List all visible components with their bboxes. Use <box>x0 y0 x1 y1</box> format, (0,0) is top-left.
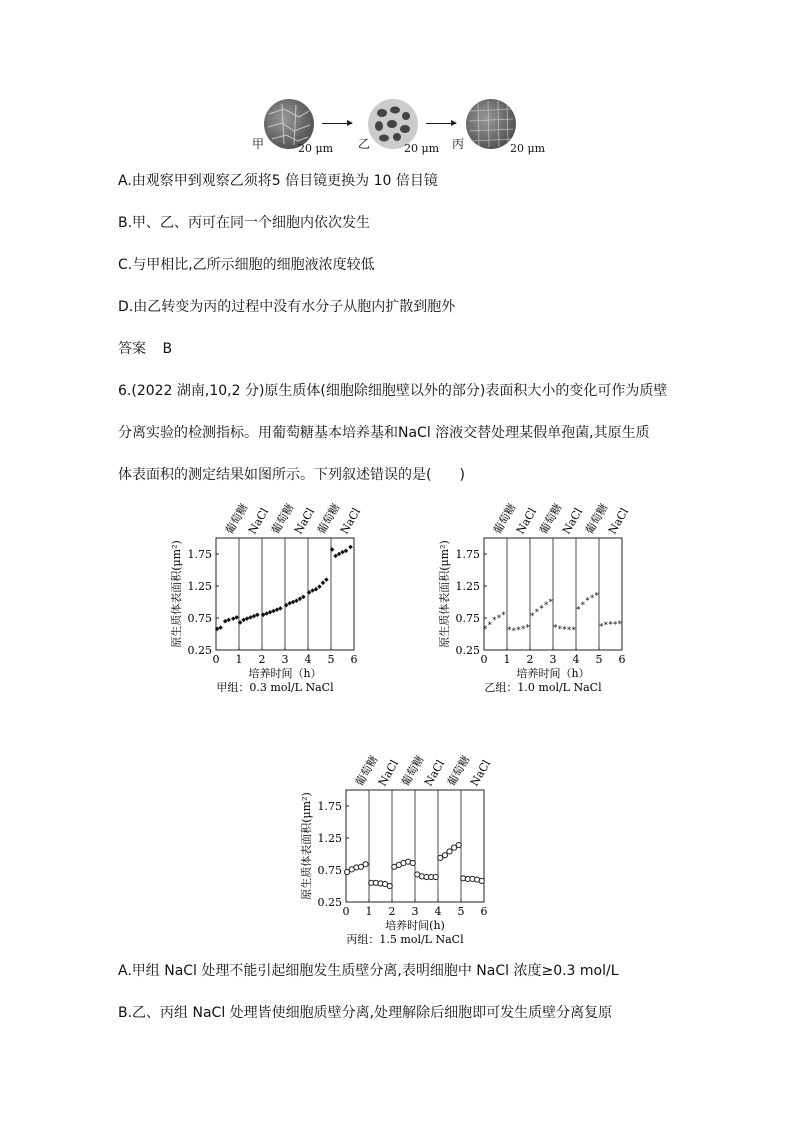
treatment-label: NaCl <box>605 505 632 537</box>
data-point <box>317 584 322 589</box>
y-axis-label: 原生质体表面积(μm²) <box>300 792 313 900</box>
data-point <box>330 547 335 552</box>
scale-bar-2: 20 μm <box>404 142 440 155</box>
data-point: * <box>613 620 618 630</box>
option-q5-b: B.甲、乙、丙可在同一个细胞内依次发生 <box>118 215 371 231</box>
x-axis-label: 培养时间（h） <box>516 667 590 680</box>
data-point <box>456 842 461 847</box>
data-point: * <box>567 626 572 636</box>
scale-bar-1: 20 μm <box>298 142 334 155</box>
chart-yi <box>434 490 644 700</box>
data-point: * <box>585 596 590 606</box>
treatment-label: 葡萄糖 <box>444 753 473 789</box>
data-point: * <box>483 624 488 634</box>
y-tick-label: 1.75 <box>455 548 480 561</box>
micrograph-figure <box>246 95 566 160</box>
data-point: * <box>511 626 516 636</box>
arrow-1 <box>322 123 352 124</box>
data-point: * <box>492 615 497 625</box>
answer-label: 答案 <box>118 341 146 357</box>
x-tick-label: 4 <box>304 653 312 666</box>
x-tick-label: 6 <box>480 905 488 918</box>
chart-bing <box>296 742 506 952</box>
x-tick-label: 2 <box>258 653 266 666</box>
scale-bar-3: 20 μm <box>510 142 546 155</box>
data-point <box>447 849 452 854</box>
option-q5-a: A.由观察甲到观察乙须将5 倍目镜更换为 10 倍目镜 <box>118 173 438 189</box>
treatment-label: 葡萄糖 <box>582 501 611 537</box>
treatment-label: 葡萄糖 <box>314 501 343 537</box>
x-tick-label: 2 <box>526 653 534 666</box>
x-tick-label: 3 <box>549 653 557 666</box>
option-q5-c: C.与甲相比,乙所示细胞的细胞液浓度较低 <box>118 257 375 273</box>
data-point: * <box>590 594 595 604</box>
y-axis-label: 原生质体表面积(μm²) <box>438 540 451 648</box>
data-point <box>433 874 438 879</box>
x-tick-label: 0 <box>212 653 220 666</box>
y-tick-label: 0.25 <box>317 896 342 909</box>
data-point: * <box>487 621 492 631</box>
data-point <box>363 862 368 867</box>
treatment-label: 葡萄糖 <box>268 501 297 537</box>
y-tick-label: 1.25 <box>187 580 212 593</box>
data-point: * <box>501 610 506 620</box>
answer-line <box>118 338 172 358</box>
x-tick-label: 6 <box>350 653 358 666</box>
data-point <box>348 545 353 550</box>
x-tick-label: 5 <box>457 905 465 918</box>
treatment-label: 葡萄糖 <box>536 501 565 537</box>
x-axis-label: 培养时间(h) <box>385 919 445 932</box>
x-axis-label: 培养时间（h） <box>248 667 322 680</box>
label-jia: 甲 <box>252 137 265 151</box>
y-tick-label: 0.25 <box>187 644 212 657</box>
y-tick-label: 0.25 <box>455 644 480 657</box>
y-tick-label: 0.75 <box>455 612 480 625</box>
data-point: * <box>525 623 530 633</box>
x-tick-label: 5 <box>327 653 335 666</box>
treatment-label: NaCl <box>559 505 586 537</box>
label-bing: 丙 <box>452 137 465 151</box>
x-tick-label: 3 <box>281 653 289 666</box>
x-tick-label: 4 <box>434 905 442 918</box>
data-point: * <box>516 626 521 636</box>
data-point: * <box>594 591 599 601</box>
y-tick-label: 0.75 <box>317 864 342 877</box>
treatment-label: NaCl <box>467 757 494 789</box>
arrow-2 <box>426 123 456 124</box>
y-tick-label: 1.75 <box>187 548 212 561</box>
question6-line2: 分离实验的检测指标。用葡萄糖基本培养基和NaCl 溶液交替处理某假单孢菌,其原生质 <box>118 425 650 441</box>
option-q6-a: A.甲组 NaCl 处理不能引起细胞发生质壁分离,表明细胞中 NaCl 浓度≥0.3 mol/L <box>118 963 619 979</box>
y-tick-label: 1.25 <box>455 580 480 593</box>
chart-title: 乙组：1.0 mol/L NaCl <box>484 681 602 694</box>
y-tick-label: 0.75 <box>187 612 212 625</box>
data-point <box>442 853 447 858</box>
option-q5-d: D.由乙转变为丙的过程中没有水分子从胞内扩散到胞外 <box>118 299 456 315</box>
data-point <box>238 620 243 625</box>
data-point: * <box>544 601 549 611</box>
treatment-label: NaCl <box>291 505 318 537</box>
treatment-label: NaCl <box>421 757 448 789</box>
x-tick-label: 5 <box>595 653 603 666</box>
label-yi: 乙 <box>358 137 371 151</box>
data-point: * <box>539 604 544 614</box>
chart-jia <box>166 490 376 700</box>
y-tick-label: 1.25 <box>317 832 342 845</box>
treatment-label: 葡萄糖 <box>222 501 251 537</box>
x-tick-label: 2 <box>388 905 396 918</box>
answer-value: B <box>162 341 173 357</box>
y-tick-label: 1.75 <box>317 800 342 813</box>
data-point <box>321 581 326 586</box>
data-point: * <box>617 619 622 629</box>
x-tick-label: 1 <box>365 905 373 918</box>
treatment-label: NaCl <box>513 505 540 537</box>
option-q6-b: B.乙、丙组 NaCl 处理皆使细胞质壁分离,处理解除后细胞即可发生质壁分离复原 <box>118 1005 613 1021</box>
data-point <box>324 577 329 582</box>
data-point: * <box>548 598 553 607</box>
chart-title: 甲组：0.3 mol/L NaCl <box>216 681 334 694</box>
data-point: * <box>599 622 604 632</box>
y-axis-label: 原生质体表面积(μm²) <box>170 540 183 648</box>
data-point: * <box>534 608 539 618</box>
question6-line1: 6.(2022 湖南,10,2 分)原生质体(细胞除细胞壁以外的部分)表面积大小的变化可作为质壁 <box>118 383 668 399</box>
x-tick-label: 1 <box>503 653 511 666</box>
question6-line3: 体表面积的测定结果如图所示。下列叙述错误的是( ) <box>118 467 465 483</box>
data-point: * <box>580 601 585 611</box>
data-point: * <box>553 623 558 633</box>
chart-title: 丙组：1.5 mol/L NaCl <box>346 933 464 946</box>
data-point <box>387 883 392 888</box>
treatment-label: NaCl <box>337 505 364 537</box>
data-point <box>410 860 415 865</box>
data-point: * <box>530 612 535 622</box>
data-point: * <box>576 605 581 615</box>
treatment-label: 葡萄糖 <box>490 501 519 537</box>
x-tick-label: 1 <box>235 653 243 666</box>
treatment-label: 葡萄糖 <box>398 753 427 789</box>
treatment-label: 葡萄糖 <box>352 753 381 789</box>
data-point: * <box>507 626 512 636</box>
x-tick-label: 4 <box>572 653 580 666</box>
treatment-label: NaCl <box>375 757 402 789</box>
data-point <box>479 878 484 883</box>
data-point: * <box>557 624 562 634</box>
data-point: * <box>521 624 526 634</box>
x-tick-label: 6 <box>618 653 626 666</box>
x-tick-label: 0 <box>480 653 488 666</box>
data-point: * <box>562 625 567 635</box>
x-tick-label: 0 <box>342 905 350 918</box>
data-point: * <box>603 621 608 631</box>
data-point: * <box>496 614 501 623</box>
cell-image-bing <box>466 99 516 149</box>
x-tick-label: 3 <box>411 905 419 918</box>
data-point: * <box>571 626 576 636</box>
treatment-label: NaCl <box>245 505 272 537</box>
data-point: * <box>608 620 613 630</box>
